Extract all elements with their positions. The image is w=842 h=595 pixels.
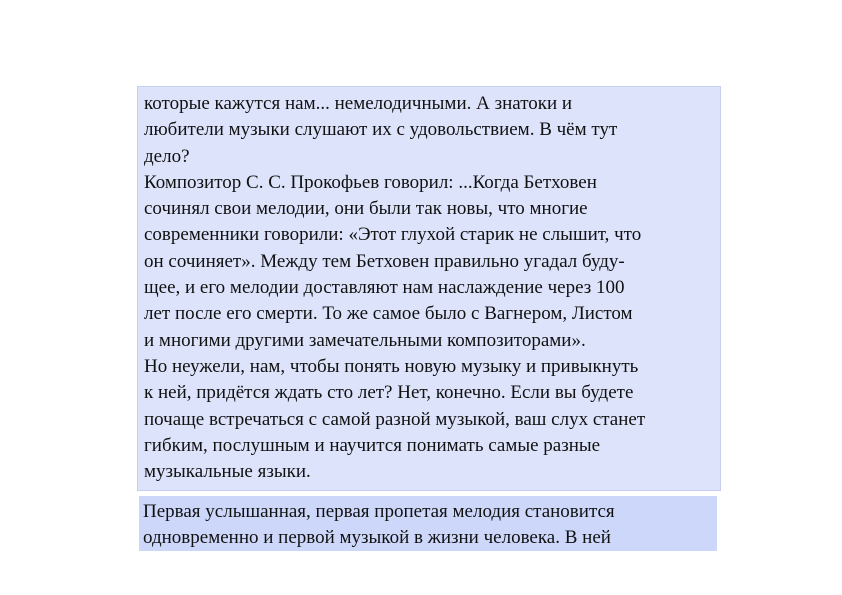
- text-line: к ней, придётся ждать сто лет? Нет, конечно. Если вы будете: [144, 382, 634, 404]
- text-line: гибким, послушным и научится понимать самые разные: [144, 434, 601, 456]
- text-line: любители музыки слушают их с удовольствием. В чём тут: [144, 119, 618, 141]
- text-line: дело?: [144, 145, 190, 167]
- text-line: и многими другими замечательными композиторами».: [144, 329, 586, 351]
- text-line: Первая услышанная, первая пропетая мелодия становится: [143, 501, 615, 522]
- text-line: почаще встречаться с самой разной музыкой, ваш слух станет: [144, 408, 646, 430]
- text-line: одновременно и первой музыкой в жизни человека. В ней: [143, 527, 611, 548]
- text-line: Но неужели, нам, чтобы понять новую музыку и привыкнуть: [144, 355, 639, 377]
- text-line: сочинял свои мелодии, они были так новы, что многие: [144, 198, 588, 220]
- text-line: лет после его смерти. То же самое было с Вагнером, Листом: [144, 303, 633, 325]
- second-text-block: [139, 496, 717, 551]
- text-line: музыкальные языки.: [144, 461, 311, 483]
- main-text-block: [137, 86, 721, 491]
- text-line: современники говорили: «Этот глухой старик не слышит, что: [144, 224, 642, 246]
- text-line: он сочиняет». Между тем Бетховен правильно угадал буду-: [144, 250, 625, 272]
- text-line: щее, и его мелодии доставляют нам наслаждение через 100: [144, 277, 625, 299]
- text-line: которые кажутся нам... немелодичными. А знатоки и: [144, 93, 573, 114]
- text-line: Композитор С. С. Прокофьев говорил: ...Когда Бетховен: [144, 171, 597, 193]
